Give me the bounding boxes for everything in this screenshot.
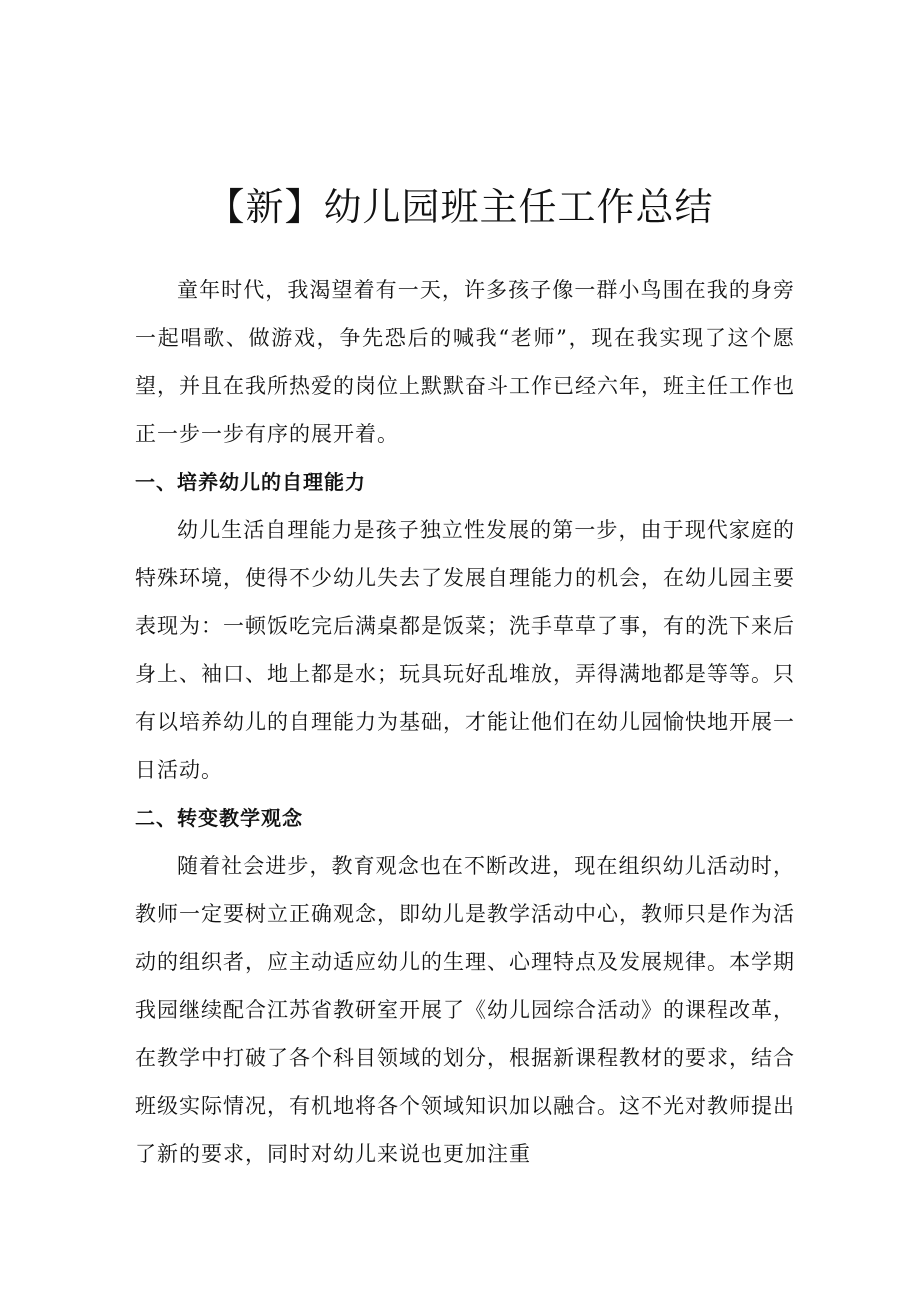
section-body-self-care: 幼儿生活自理能力是孩子独立性发展的第一步，由于现代家庭的特殊环境，使得不少幼儿失去了发展自理能力的机会，在幼儿园主要表现为：一顿饭吃完后满桌都是饭菜；洗手草草了事，有的洗下来后身上、袖口、地上都是水；玩具玩好乱堆放，弄得满地都是等等。只有以培养幼儿的自理能力为基础，才能让他们在幼儿园愉快地开展一日活动。 (135, 518, 795, 782)
section-heading-teaching-concept: 二、转变教学观念 (135, 806, 303, 830)
section-heading-self-care: 一、培养幼儿的自理能力 (135, 470, 366, 494)
section-body-teaching-concept: 随着社会进步，教育观念也在不断改进，现在组织幼儿活动时，教师一定要树立正确观念，即幼儿是教学活动中心，教师只是作为活动的组织者，应主动适应幼儿的生理、心理特点及发展规律。本学期我园继续配合江苏省教研室开展了《幼儿园综合活动》的课程改革，在教学中打破了各个科目领域的划分，根据新课程教材的要求，结合班级实际情况，有机地将各个领域知识加以融合。这不光对教师提出了新的要求，同时对幼儿来说也更加注重 (135, 854, 795, 1166)
document-body (135, 266, 795, 1178)
intro-paragraph: 童年时代，我渴望着有一天，许多孩子像一群小鸟围在我的身旁一起唱歌、做游戏，争先恐后的喊我“老师”，现在我实现了这个愿望，并且在我所热爱的岗位上默默奋斗工作已经六年，班主任工作也正一步一步有序的展开着。 (135, 278, 795, 446)
document-title: 【新】幼儿园班主任工作总结 (206, 185, 714, 230)
